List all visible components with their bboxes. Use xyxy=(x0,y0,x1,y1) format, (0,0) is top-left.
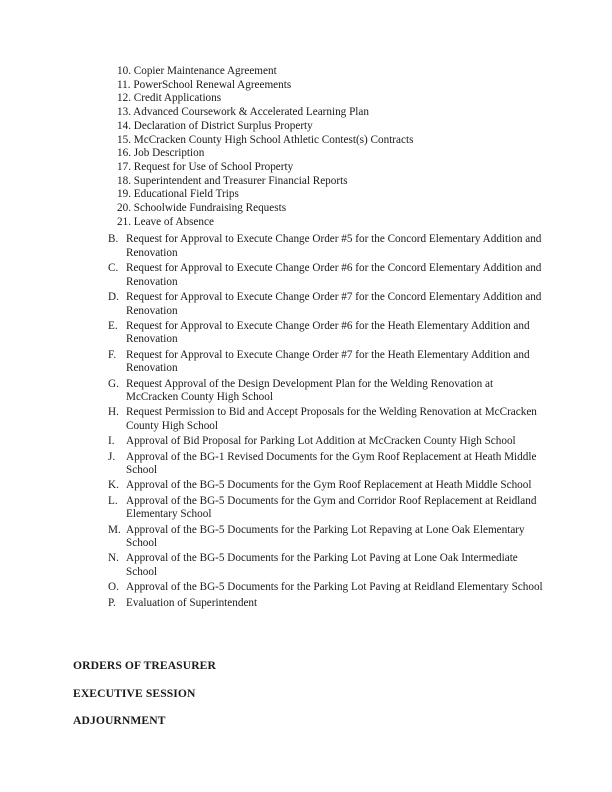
item-text: PowerSchool Renewal Agreements xyxy=(133,78,292,91)
list-item xyxy=(108,581,548,595)
list-item xyxy=(108,378,548,405)
item-number: 13. xyxy=(117,106,131,119)
item-number: 20. xyxy=(117,202,131,215)
list-item xyxy=(108,262,548,289)
list-item xyxy=(117,216,413,230)
list-item xyxy=(117,134,413,148)
item-letter: E. xyxy=(108,319,118,332)
item-text: Schoolwide Fundraising Requests xyxy=(133,202,287,215)
list-item xyxy=(117,147,413,161)
item-text: Request for Approval to Execute Change Order #7 for the Heath Elementary Addition and Renovation xyxy=(126,348,530,375)
list-item xyxy=(117,79,413,93)
list-item xyxy=(108,495,548,522)
item-number: 17. xyxy=(117,160,131,173)
item-letter: H. xyxy=(108,406,119,419)
list-item xyxy=(108,479,548,493)
item-letter: N. xyxy=(108,552,119,565)
item-text: Request for Approval to Execute Change Order #5 for the Concord Elementary Addition and Renovation xyxy=(126,233,542,259)
list-item xyxy=(117,202,413,216)
numbered-agenda-list xyxy=(117,65,413,229)
adjournment-heading: ADJOURNMENT xyxy=(73,714,166,727)
list-item xyxy=(117,175,413,189)
item-number: 10. xyxy=(117,65,131,77)
item-text: Approval of the BG-5 Documents for the Parking Lot Paving at Lone Oak Intermediate School xyxy=(126,552,518,579)
list-item xyxy=(117,161,413,175)
lettered-agenda-list xyxy=(108,233,548,612)
item-text: Request for Approval to Execute Change Order #7 for the Concord Elementary Addition and Renovation xyxy=(126,290,542,317)
item-text: Credit Applications xyxy=(133,92,222,105)
item-text: Request for Use of School Property xyxy=(133,160,294,173)
item-letter: O. xyxy=(108,581,119,594)
item-letter: K. xyxy=(108,479,119,492)
list-item xyxy=(108,451,548,478)
item-number: 14. xyxy=(117,119,131,132)
list-item xyxy=(108,524,548,551)
item-letter: P. xyxy=(108,596,116,609)
item-text: Approval of the BG-5 Documents for the Gym Roof Replacement at Heath Middle School xyxy=(126,479,532,492)
item-text: Request Approval of the Design Development Plan for the Welding Renovation at McCracken County High School xyxy=(126,377,494,404)
item-letter: I. xyxy=(108,435,115,448)
item-letter: L. xyxy=(108,494,118,507)
item-number: 16. xyxy=(117,147,131,160)
list-item xyxy=(117,106,413,120)
item-text: Approval of the BG-1 Revised Documents for the Gym Roof Replacement at Heath Middle School xyxy=(126,450,537,477)
item-text: Request for Approval to Execute Change Order #6 for the Heath Elementary Addition and Renovation xyxy=(126,319,530,346)
item-letter: D. xyxy=(108,290,119,303)
item-text: Evaluation of Superintendent xyxy=(126,596,258,609)
item-letter: J. xyxy=(108,450,116,463)
list-item xyxy=(108,291,548,318)
list-item xyxy=(117,92,413,106)
item-text: Approval of Bid Proposal for Parking Lot Addition at McCracken County High School xyxy=(126,435,516,448)
item-number: 11. xyxy=(117,78,131,91)
item-number: 21. xyxy=(117,215,131,228)
list-item xyxy=(117,65,413,79)
item-text: Copier Maintenance Agreement xyxy=(133,65,277,77)
orders-of-treasurer-heading: ORDERS OF TREASURER xyxy=(73,659,216,672)
item-text: Leave of Absence xyxy=(133,215,214,228)
item-letter: G. xyxy=(108,377,119,390)
item-text: McCracken County High School Athletic Contest(s) Contracts xyxy=(133,133,414,146)
list-item xyxy=(108,406,548,433)
list-item xyxy=(108,552,548,579)
item-number: 19. xyxy=(117,188,131,201)
item-text: Job Description xyxy=(133,147,205,160)
item-text: Advanced Coursework & Accelerated Learning Plan xyxy=(133,106,369,119)
item-number: 15. xyxy=(117,133,131,146)
item-letter: C. xyxy=(108,261,119,274)
item-text: Educational Field Trips xyxy=(133,188,239,201)
item-text: Request Permission to Bid and Accept Proposals for the Welding Renovation at McCracken County High School xyxy=(126,406,537,433)
list-item xyxy=(117,120,413,134)
list-item xyxy=(108,233,548,260)
item-text: Superintendent and Treasurer Financial Reports xyxy=(133,174,348,187)
item-text: Request for Approval to Execute Change Order #6 for the Concord Elementary Addition and Renovation xyxy=(126,261,542,288)
item-letter: M. xyxy=(108,523,121,536)
item-number: 18. xyxy=(117,174,131,187)
list-item xyxy=(108,597,548,611)
list-item xyxy=(108,349,548,376)
list-item xyxy=(108,320,548,347)
executive-session-heading: EXECUTIVE SESSION xyxy=(73,687,196,700)
item-text: Declaration of District Surplus Property xyxy=(133,119,313,132)
item-text: Approval of the BG-5 Documents for the Parking Lot Repaving at Lone Oak Elementary School xyxy=(126,523,525,550)
item-number: 12. xyxy=(117,92,131,105)
item-text: Approval of the BG-5 Documents for the Parking Lot Paving at Reidland Elementary School xyxy=(126,581,543,594)
item-letter: F. xyxy=(108,348,117,361)
list-item xyxy=(108,435,548,449)
list-item xyxy=(117,188,413,202)
item-text: Approval of the BG-5 Documents for the Gym and Corridor Roof Replacement at Reidland Elementary School xyxy=(126,494,537,521)
item-letter: B. xyxy=(108,233,119,245)
